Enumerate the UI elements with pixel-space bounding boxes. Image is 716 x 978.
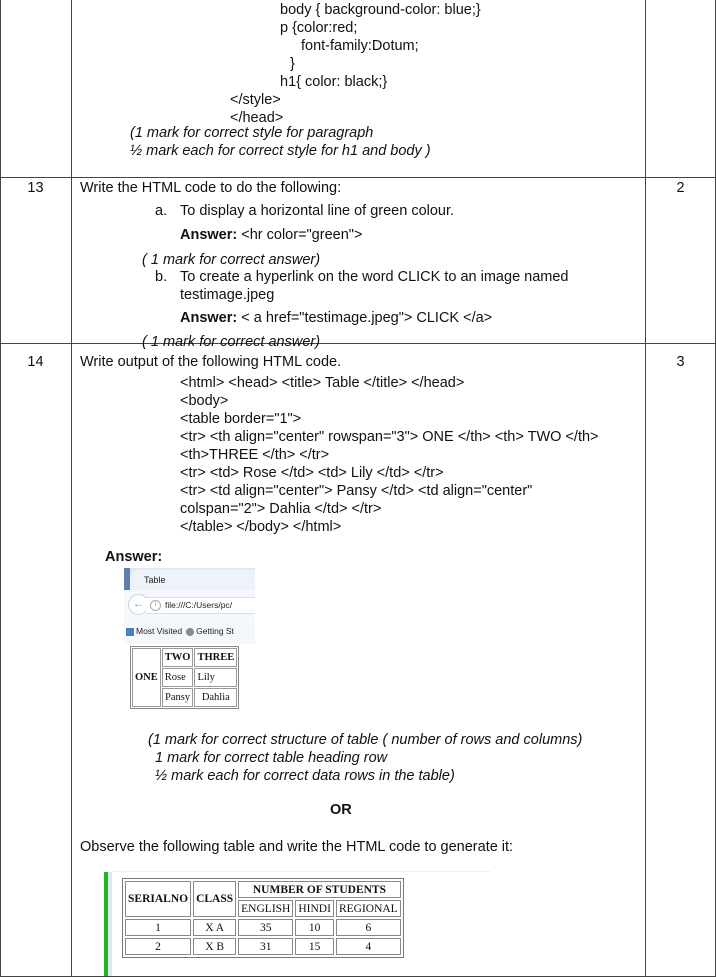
students-table [122, 878, 404, 958]
part-text: To create a hyperlink on the word CLICK to an image named [180, 269, 569, 285]
cell-regional: 6 [336, 919, 401, 936]
getting-started-icon [186, 628, 194, 636]
cell-hindi: 15 [295, 938, 334, 955]
marking-note: ½ mark each for correct style for h1 and body ) [130, 143, 431, 159]
column-divider-marks [645, 0, 646, 977]
header-three: THREE [194, 648, 237, 667]
marking-note: 1 mark for correct table heading row [155, 750, 388, 766]
question-number: 13 [27, 180, 44, 196]
rendered-output-table [130, 646, 239, 709]
code-line: h1{ color: black;} [280, 74, 388, 90]
table-border-left [0, 0, 1, 977]
answer-line [180, 226, 362, 244]
cell-english: 35 [238, 919, 293, 936]
question-prompt: Write output of the following HTML code. [80, 354, 342, 370]
part-text: To display a horizontal line of green colour. [180, 203, 455, 219]
row-divider-13 [0, 177, 716, 178]
cell-lily: Lily [194, 668, 237, 687]
question-marks: 2 [676, 180, 685, 196]
url-text: file:///C:/Users/pc/ [165, 600, 233, 610]
answer-line [180, 309, 492, 327]
answer-text: < a href="testimage.jpeg"> CLICK </a> [241, 310, 493, 326]
cell-class: X B [193, 938, 236, 955]
bookmarks-bar [124, 620, 255, 642]
alternative-prompt: Observe the following table and write the HTML code to generate it: [80, 839, 514, 855]
question-marks: 3 [676, 354, 685, 370]
part-label: b. [155, 269, 168, 285]
row-divider-14 [0, 343, 716, 344]
most-visited-icon [126, 628, 134, 636]
table-border-bottom [0, 976, 716, 977]
browser-tab-bar [124, 568, 255, 590]
answer-label: Answer: [105, 549, 163, 565]
cell-class: X A [193, 919, 236, 936]
code-line: <tr> <td> Rose </td> <td> Lily </td> </tr> [180, 465, 444, 481]
code-line: font-family:Dotum; [301, 38, 419, 54]
browser-screenshot [124, 568, 255, 644]
cell-dahlia: Dahlia [194, 688, 237, 707]
code-line: <html> <head> <title> Table </title> </head> [180, 375, 465, 391]
answer-text: <hr color="green"> [241, 227, 363, 243]
code-line: colspan="2"> Dahlia </td> </tr> [180, 501, 382, 517]
header-one: ONE [132, 648, 161, 707]
header-two: TWO [162, 648, 194, 667]
cell-rose: Rose [162, 668, 194, 687]
browser-tab [130, 570, 255, 590]
browser-url-bar [124, 590, 255, 618]
code-line: </style> [230, 92, 281, 108]
cell-pansy: Pansy [162, 688, 194, 707]
table-row [125, 938, 401, 955]
question-number: 14 [27, 354, 44, 370]
answer-label: Answer: [180, 227, 238, 243]
header-english: ENGLISH [238, 900, 293, 917]
marking-note: ( 1 mark for correct answer) [142, 252, 321, 268]
question-prompt: Write the HTML code to do the following: [80, 180, 342, 196]
bookmark-getting-started: Getting St [196, 626, 234, 636]
header-class: CLASS [193, 881, 236, 917]
answer-label: Answer: [180, 310, 238, 326]
code-line: p {color:red; [280, 20, 358, 36]
part-text: testimage.jpeg [180, 287, 275, 303]
code-line: <tr> <td align="center"> Pansy </td> <td align="center" [180, 483, 533, 499]
info-icon: i [150, 600, 161, 611]
blue-margin-strip [108, 872, 112, 976]
code-line: } [290, 56, 295, 72]
cell-hindi: 10 [295, 919, 334, 936]
code-line: </table> </body> </html> [180, 519, 342, 535]
part-label: a. [155, 203, 168, 219]
marking-note: (1 mark for correct style for paragraph [130, 125, 374, 141]
url-field [146, 597, 255, 614]
table-row [125, 919, 401, 936]
cell-regional: 4 [336, 938, 401, 955]
code-line: body { background-color: blue;} [280, 2, 481, 18]
screenshot-top-rule [112, 871, 490, 872]
header-hindi: HINDI [295, 900, 334, 917]
code-line: <table border="1"> [180, 411, 302, 427]
column-divider-number [71, 0, 72, 977]
code-line: </head> [230, 110, 284, 126]
back-arrow-icon: ← [128, 594, 149, 615]
marking-note: ( 1 mark for correct answer) [142, 334, 321, 350]
header-number-of-students: NUMBER OF STUDENTS [238, 881, 401, 898]
code-line: <tr> <th align="center" rowspan="3"> ONE </th> <th> TWO </th> [180, 429, 599, 445]
header-serialno: SERIALNO [125, 881, 191, 917]
cell-serial: 2 [125, 938, 191, 955]
browser-tab-title: Table [144, 575, 166, 585]
header-regional: REGIONAL [336, 900, 401, 917]
or-separator: OR [330, 802, 352, 818]
cell-serial: 1 [125, 919, 191, 936]
marking-note: (1 mark for correct structure of table ( number of rows and columns) [148, 732, 583, 748]
bookmark-most-visited: Most Visited [136, 626, 183, 636]
code-line: <body> [180, 393, 229, 409]
code-line: <th>THREE </th> </tr> [180, 447, 330, 463]
cell-english: 31 [238, 938, 293, 955]
marking-note: ½ mark each for correct data rows in the table) [155, 768, 455, 784]
